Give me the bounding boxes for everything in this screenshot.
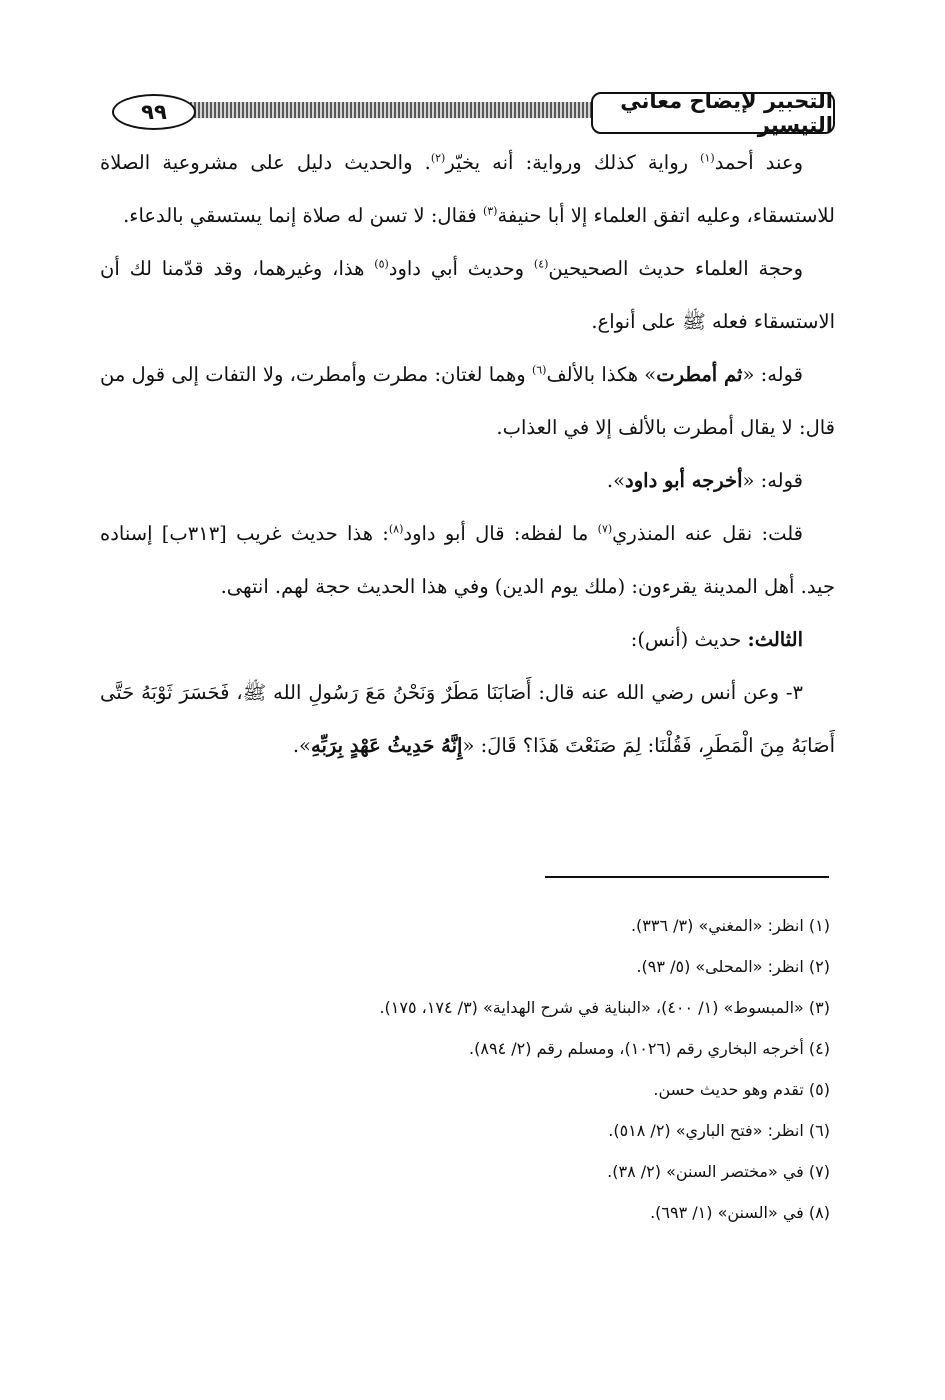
footnote-ref[interactable]: (٣)	[482, 204, 498, 218]
paragraph-hujja: وحجة العلماء حديث الصحيحين$^{(٤)}$ وحديث أبي داود$^{(٥)}$ هذا، وغيرهما، وقد قدّمنا لك أن الاستسقاء فعله ﷺ على أنواع.	[100, 257, 835, 333]
header-decorative-bar	[190, 102, 600, 118]
section-heading-third: الثالث: حديث (أنس):	[630, 628, 803, 651]
footnote-ref[interactable]: (٦)	[531, 363, 547, 377]
footnote-5: (٥) تقدم وهو حديث حسن.	[653, 1080, 830, 1099]
footnote-ref[interactable]: (٥)	[374, 257, 389, 271]
footnote-8: (٨) في «السنن» (١/ ٦٩٣).	[650, 1203, 830, 1222]
footnote-3: (٣) «المبسوط» (١/ ٤٠٠)، «البناية في شرح الهداية» (٣/ ١٧٤، ١٧٥).	[379, 998, 830, 1017]
footnote-2: (٢) انظر: «المحلى» (٥/ ٩٣).	[636, 957, 830, 976]
footnote-separator	[545, 876, 829, 878]
hadith-anas: ٣- وعن أنس رضي الله عنه قال: أَصَابَنَا مَطَرٌ وَنَحْنُ مَعَ رَسُولِ الله ﷺ، فَحَسَرَ ثَوْبَهُ حَتَّى أَصَابَهُ مِنَ الْمَطَرِ، فَقُلْنَا: لِمَ صَنَعْتَ هَذَا؟ قَالَ: «إِنَّهُ حَدِيثُ عَهْدٍ بِرَبِّهِ».	[100, 681, 835, 757]
paragraph-ahmad: وعند أحمد$^{(١)}$ رواية كذلك ورواية: أنه يخيّر$^{(٢)}$. والحديث دليل على مشروعية الصلاة للاستسقاء، وعليه اتفق العلماء إلا أبا حنيفة$^{(٣)}$ فقال: لا تسن له صلاة إنما يستسقي بالدعاء.	[100, 151, 835, 227]
footnote-6: (٦) انظر: «فتح الباري» (٢/ ٥١٨).	[608, 1121, 830, 1140]
footnote-1: (١) انظر: «المغني» (٣/ ٣٣٦).	[630, 916, 830, 935]
main-text	[100, 136, 835, 772]
page-number: ٩٩	[112, 94, 196, 130]
footnote-ref[interactable]: (١)	[700, 151, 715, 165]
footnote-ref[interactable]: (٤)	[533, 257, 549, 271]
paragraph-mundhiri: قلت: نقل عنه المنذري$^{(٧)}$ ما لفظه: قال أبو داود$^{(٨)}$: هذا حديث غريب [٣١٣ب] إسناده جيد. أهل المدينة يقرءون: (ملك يوم الدين) وفي هذا الحديث حجة لهم. انتهى.	[100, 522, 835, 598]
paragraph-akhrajahu: قوله: «أخرجه أبو داود».	[606, 469, 803, 492]
footnotes	[100, 905, 830, 1233]
footnote-ref[interactable]: (٧)	[597, 522, 613, 536]
paragraph-amtarat: قوله: «ثم أمطرت» هكذا بالألف$^{(٦)}$ وهما لغتان: مطرت وأمطرت، ولا التفات إلى قول من قال: لا يقال أمطرت بالألف إلا في العذاب.	[100, 363, 835, 439]
footnote-4: (٤) أخرجه البخاري رقم (١٠٢٦)، ومسلم رقم (٢/ ٨٩٤).	[469, 1039, 830, 1058]
footnote-ref[interactable]: (٢)	[430, 151, 446, 165]
footnote-ref[interactable]: (٨)	[388, 522, 404, 536]
page-header	[100, 89, 835, 137]
footnote-7: (٧) في «مختصر السنن» (٢/ ٣٨).	[607, 1162, 830, 1181]
book-title: التحبير لإيضاح معاني التيسير	[591, 92, 835, 134]
